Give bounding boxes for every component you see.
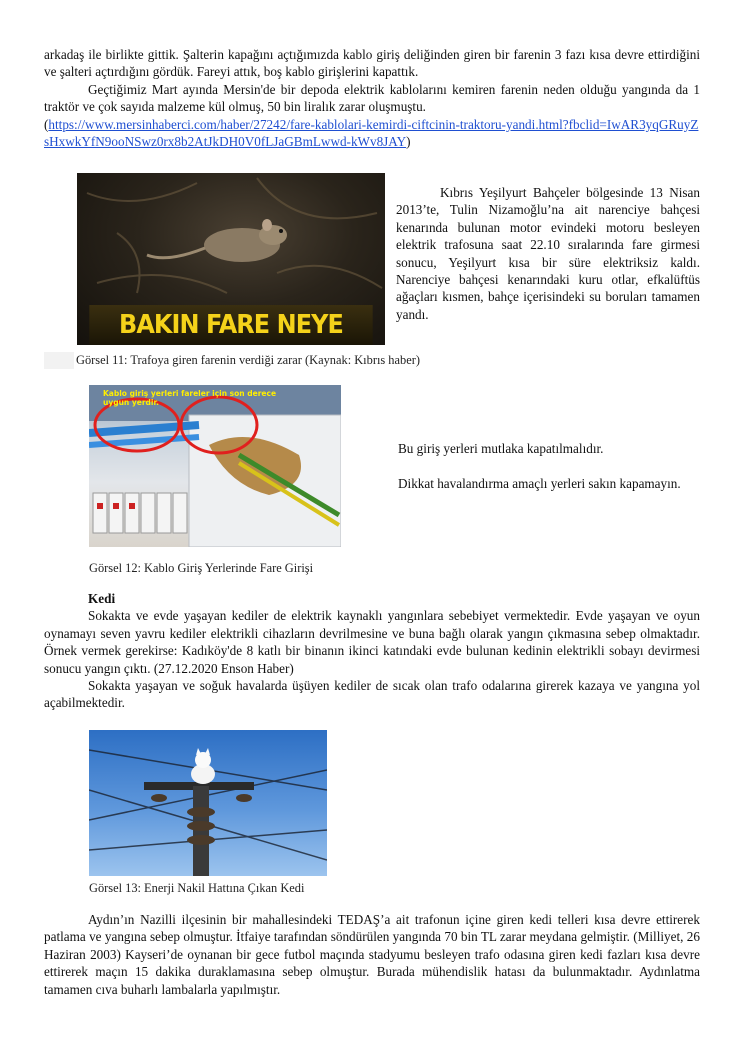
mersin-text: Geçtiğimiz Mart ayında Mersin'de bir depoda elektrik kablolarını kemiren farenin neden olduğu yangında da 1 traktör ve çok sayıda malzeme kül olmuş, 50 bin liralık zarar oluşmuştu. xyxy=(44,81,700,115)
bottom-section xyxy=(44,911,700,998)
mouse-photo-illustration xyxy=(77,173,385,305)
paren-close: ) xyxy=(406,134,411,150)
mersin-news-link[interactable]: https://www.mersinhaberci.com/haber/27242/fare-kablolari-kemirdi-ciftcinin-traktoru-yandi.html?fbclid=IwAR3yqGRuyZsHxwkYfN9ooNSwz0rx8b2AtJkDH0V0fLJaGBmLwwd-kWv8JAY xyxy=(44,116,699,150)
paragraph-switch-mouse: arkadaş ile birlikte gittik. Şalterin kapağını açtığımızda kablo giriş deliğinden giren bir farenin 3 fazı kısa devre ettirdiğini ve şalteri açtırdığını gördük. Fareyi attık, boş kablo girişlerini kapattık. xyxy=(44,47,700,80)
kedi-paragraph-1: Sokakta ve evde yaşayan kediler de elektrik kaynaklı yangınlara sebebiyet vermektedir. Evde yaşayan ve oyun oynamayı seven yavru kediler elektrikli cihazların devrilmesine ve buna bağlı olarak yangın çıkmasına sebep olmaktadır. Örnek vermek gerekirse: Kadıköy'de 8 katlı bir binanın ikinci katındaki evde bulunan kedinin elektrikli sobayı devirmesi sonucu yangın çıktı. (27.12.2020 Enson Haber) xyxy=(44,608,700,676)
ventilation-warning-text: Dikkat havalandırma amaçlı yerleri sakın kapamayın. xyxy=(398,476,681,492)
figure-12-side-text xyxy=(354,440,700,493)
kedi-paragraph-2: Sokakta yaşayan ve soğuk havalarda üşüyen kediler de sıcak olan trafo odalarına girerek kazaya ve yangına yol açabilmektedir. xyxy=(44,678,700,711)
top-section xyxy=(44,46,700,150)
figure-12-caption: Görsel 12: Kablo Giriş Yerlerinde Fare Girişi xyxy=(89,561,314,575)
figure-13-caption: Görsel 13: Enerji Nakil Hattına Çıkan Kedi xyxy=(89,881,305,895)
paragraph-mersin-fire xyxy=(44,81,700,151)
kedi-heading: Kedi xyxy=(88,591,116,606)
figure-13-image xyxy=(89,730,327,876)
paren-open: ( xyxy=(44,116,49,132)
figure-12-note: Kablo giriş yerleri fareler için son derece uygun yerdir. xyxy=(103,389,277,407)
figure-11-caption: Görsel 11: Trafoya giren farenin verdiği zarar (Kaynak: Kıbrıs haber) xyxy=(44,352,536,369)
seal-entries-text: Bu giriş yerleri mutlaka kapatılmalıdır. xyxy=(398,441,604,456)
figure-12-image xyxy=(89,385,341,547)
figure-11-image xyxy=(77,173,385,345)
figure-11-banner: BAKIN FARE NEYE xyxy=(89,305,372,345)
kibris-paragraph: Kıbrıs Yeşilyurt Bahçeler bölgesinde 13 Nisan 2013’te, Tulin Nizamoğlu’na ait narenciye bahçesi kenarında bulunan motor evindeki motoru besleyen elektrik trafosuna saat 22.10 sıralarında fare girmesi sonucu, Yeşilyurt kısa bir süre elektriksiz kaldı. Narenciye bahçesi kenarındaki kuru otlar, efkalüftüs ağaçları kısmen, bahçe içerisindeki su boruları tamamen yandı. xyxy=(396,185,700,322)
cat-on-pole-illustration xyxy=(89,730,327,876)
figure-11-side-text xyxy=(396,184,700,323)
nazilli-paragraph: Aydın’ın Nazilli ilçesinin bir mahallesindeki TEDAŞ’a ait trafonun içine giren kedi telleri kısa devre ettirerek patlama ve yangına sebep olmuştur. İtfaiye tarafından söndürülen yangında 70 bin TL zarar meydana gelmiştir. (Milliyet, 26 Haziran 2003) Kayseri’de oynanan bir gece futbol maçında stadyumu besleyen trafo odasına giren kedi fazları kısa devre ettirerek maçın 15 dakika duraklamasına sebep olmuştur. Burada mühendislik hatası da bulunmaktadır. Aydınlatma tamamen cıva buharlı lambalarla yapılmıştır. xyxy=(44,912,700,997)
kedi-section xyxy=(44,590,700,712)
cable-entry-illustration xyxy=(89,385,341,547)
